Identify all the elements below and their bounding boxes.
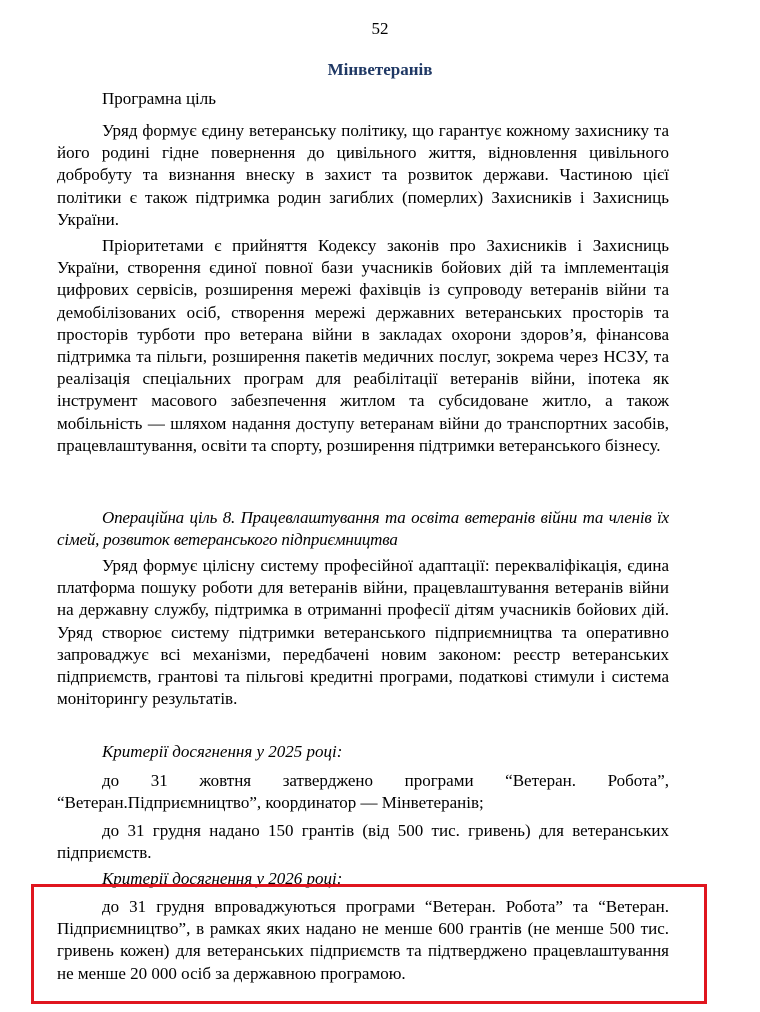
criteria-2026-label: Критерії досягнення у 2026 році: bbox=[102, 869, 343, 888]
criteria-2025-item-2: до 31 грудня надано 150 грантів (від 500 тис. гривень) для ветеранських підприємств. bbox=[57, 821, 669, 863]
criteria-2026-item-1: до 31 грудня впроваджуються програми “Ветеран. Робота” та “Ветеран. Підприємництво”, в рамках яких надано не менше 600 грантів (не менше 500 тис. гривень кожен) для ветеранських підприємств та підтверджено працевлаштування не менше 20 000 осіб за державною програмою. bbox=[57, 897, 669, 983]
paragraph-priorities: Пріоритетами є прийняття Кодексу законів про Захисників і Захисниць України, створення єдиної повної бази учасників бойових дій та імплементація цифрових сервісів, розширення мережі фахівців із супроводу ветеранів війни та демобілізованих осіб, створення мережі державних ветеранських просторів та просторів турботи про ветерана війни в закладах охорони здоров’я, фінансова підтримка та пільги, розширення пакетів медичних послуг, зокрема через НСЗУ, та реалізація спеціальних програм для реабілітації ветеранів війни, іпотека як інструмент масового забезпечення житлом та субсидоване житло, а також мобільність — шляхом надання доступу ветеранам війни до транспортних засобів, працевлаштування, освіти та спорту, розширення підтримки ветеранського бізнесу. bbox=[57, 236, 669, 455]
paragraph-adaptation: Уряд формує цілісну систему професійної адаптації: перекваліфікація, єдина платформа пошуку роботи для ветеранів війни, працевлаштування ветеранів війни на державну службу, підтримка в отриманні професії дітям учасників бойових дій. Уряд створює систему підтримки ветеранського підприємництва та оперативно запроваджує всі механізми, передбачені новим законом: реєстр ветеранських підприємств, грантові та пільгові кредитні програми, податкові стимули і система моніторингу результатів. bbox=[57, 556, 669, 709]
page-number: 52 bbox=[371, 19, 389, 38]
paragraph-policy: Уряд формує єдину ветеранську політику, що гарантує кожному захиснику та його родині гідне повернення до цивільного життя, відновлення цивільного добробуту та визнання внеску в захист та розвиток держави. Частиною цієї політики є також підтримка родин загиблих (померлих) Захисників і Захисниць України. bbox=[57, 121, 669, 229]
section-heading: Мінветеранів bbox=[327, 60, 433, 79]
operational-goal-heading: Операційна ціль 8. Працевлаштування та освіта ветеранів війни та членів їх сімей, розвиток ветеранського підприємництва bbox=[57, 508, 669, 550]
criteria-2025-item-1: до 31 жовтня затверджено програми “Ветеран. Робота”, “Ветеран.Підприємництво”, координатор — Мінветеранів; bbox=[57, 771, 669, 813]
program-goal-label: Програмна ціль bbox=[102, 89, 217, 108]
criteria-2025-label: Критерії досягнення у 2025 році: bbox=[102, 742, 343, 761]
